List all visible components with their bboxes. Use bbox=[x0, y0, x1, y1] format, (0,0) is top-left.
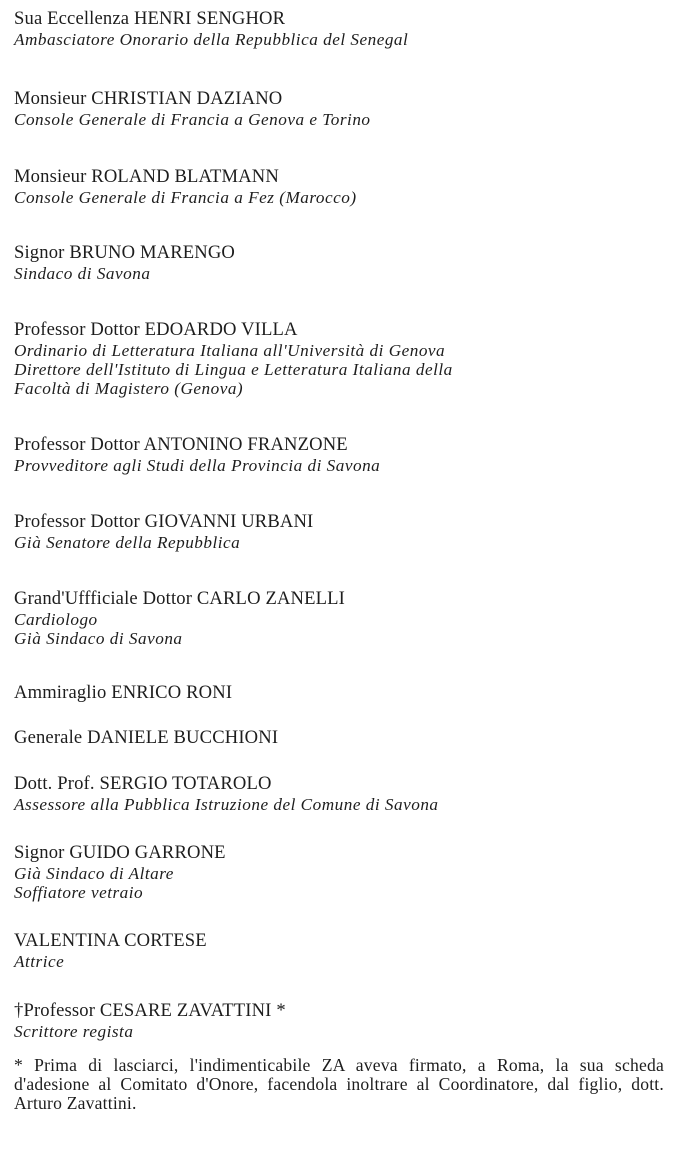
entry-title: Sua Eccellenza bbox=[14, 8, 130, 29]
entry-role: Ambasciatore Onorario della Repubblica del Senegal bbox=[14, 30, 409, 49]
entry-title: Monsieur bbox=[14, 166, 87, 187]
committee-entry-totarolo bbox=[14, 773, 439, 814]
entry-title: Generale bbox=[14, 727, 83, 748]
committee-entry-blatmann bbox=[14, 166, 357, 207]
entry-role: Cardiologo bbox=[14, 610, 98, 629]
committee-entry-garrone bbox=[14, 842, 226, 902]
entry-name: ANTONINO FRANZONE bbox=[143, 434, 348, 455]
committee-entry-daziano bbox=[14, 88, 371, 129]
entry-name: CHRISTIAN DAZIANO bbox=[91, 88, 283, 109]
entry-title: Monsieur bbox=[14, 88, 87, 109]
entry-role: Già Sindaco di Savona bbox=[14, 629, 183, 648]
entry-role: Già Senatore della Repubblica bbox=[14, 533, 241, 552]
entry-title: Professor Dottor bbox=[14, 511, 140, 532]
entry-title: Ammiraglio bbox=[14, 682, 107, 703]
entry-title: Grand'Uffficiale Dottor bbox=[14, 588, 193, 609]
entry-name: VALENTINA CORTESE bbox=[14, 930, 207, 951]
entry-title: Signor bbox=[14, 242, 65, 263]
entry-name: GUIDO GARRONE bbox=[69, 842, 226, 863]
entry-name: CESARE ZAVATTINI bbox=[99, 1000, 272, 1021]
committee-entry-roni bbox=[14, 682, 232, 704]
entry-role: Console Generale di Francia a Genova e Torino bbox=[14, 110, 371, 129]
entry-name: GIOVANNI URBANI bbox=[144, 511, 314, 532]
committee-entry-zavattini bbox=[14, 1000, 286, 1041]
committee-entry-urbani bbox=[14, 511, 313, 552]
entry-title: Signor bbox=[14, 842, 65, 863]
entry-role: Ordinario di Letteratura Italiana all'Università di Genova bbox=[14, 341, 446, 360]
footnote-marker: * bbox=[276, 1000, 286, 1021]
entry-role: Già Sindaco di Altare bbox=[14, 864, 174, 883]
entry-role: Provveditore agli Studi della Provincia di Savona bbox=[14, 456, 381, 475]
entry-name: BRUNO MARENGO bbox=[69, 242, 236, 263]
entry-title: Professor Dottor bbox=[14, 434, 140, 455]
committee-entry-marengo bbox=[14, 242, 235, 283]
committee-entry-zanelli bbox=[14, 588, 345, 648]
entry-role: Direttore dell'Istituto di Lingua e Letteratura Italiana della bbox=[14, 360, 453, 379]
committee-entry-senghor bbox=[14, 8, 408, 49]
entry-role: Attrice bbox=[14, 952, 65, 971]
entry-role: Soffiatore vetraio bbox=[14, 883, 144, 902]
entry-role: Sindaco di Savona bbox=[14, 264, 151, 283]
entry-name: HENRI SENGHOR bbox=[133, 8, 286, 29]
entry-role: Assessore alla Pubblica Istruzione del Comune di Savona bbox=[14, 795, 439, 814]
entry-role: Console Generale di Francia a Fez (Marocco) bbox=[14, 188, 357, 207]
entry-name: DANIELE BUCCHIONI bbox=[87, 727, 279, 748]
entry-role: Facoltà di Magistero (Genova) bbox=[14, 379, 244, 398]
committee-entry-franzone bbox=[14, 434, 380, 475]
entry-name: ROLAND BLATMANN bbox=[91, 166, 279, 187]
committee-entry-villa bbox=[14, 319, 453, 398]
entry-name: ENRICO RONI bbox=[111, 682, 233, 703]
entry-name: CARLO ZANELLI bbox=[196, 588, 345, 609]
entry-title: Professor Dottor bbox=[14, 319, 140, 340]
committee-entry-cortese bbox=[14, 930, 207, 971]
entry-title: Dott. Prof. bbox=[14, 773, 95, 794]
entry-role: Scrittore regista bbox=[14, 1022, 134, 1041]
entry-name: EDOARDO VILLA bbox=[144, 319, 298, 340]
entry-name: SERGIO TOTAROLO bbox=[99, 773, 272, 794]
entry-title: Professor bbox=[23, 1000, 96, 1021]
footnote: * Prima di lasciarci, l'indimenticabile ZA aveva firmato, a Roma, la sua scheda d'adesione al Comitato d'Onore, facendola inoltrare al Coordinatore, dal figlio, dott. Arturo Zavattini. bbox=[14, 1055, 664, 1114]
dagger-mark: † bbox=[14, 1000, 24, 1021]
committee-entry-bucchioni bbox=[14, 727, 278, 749]
